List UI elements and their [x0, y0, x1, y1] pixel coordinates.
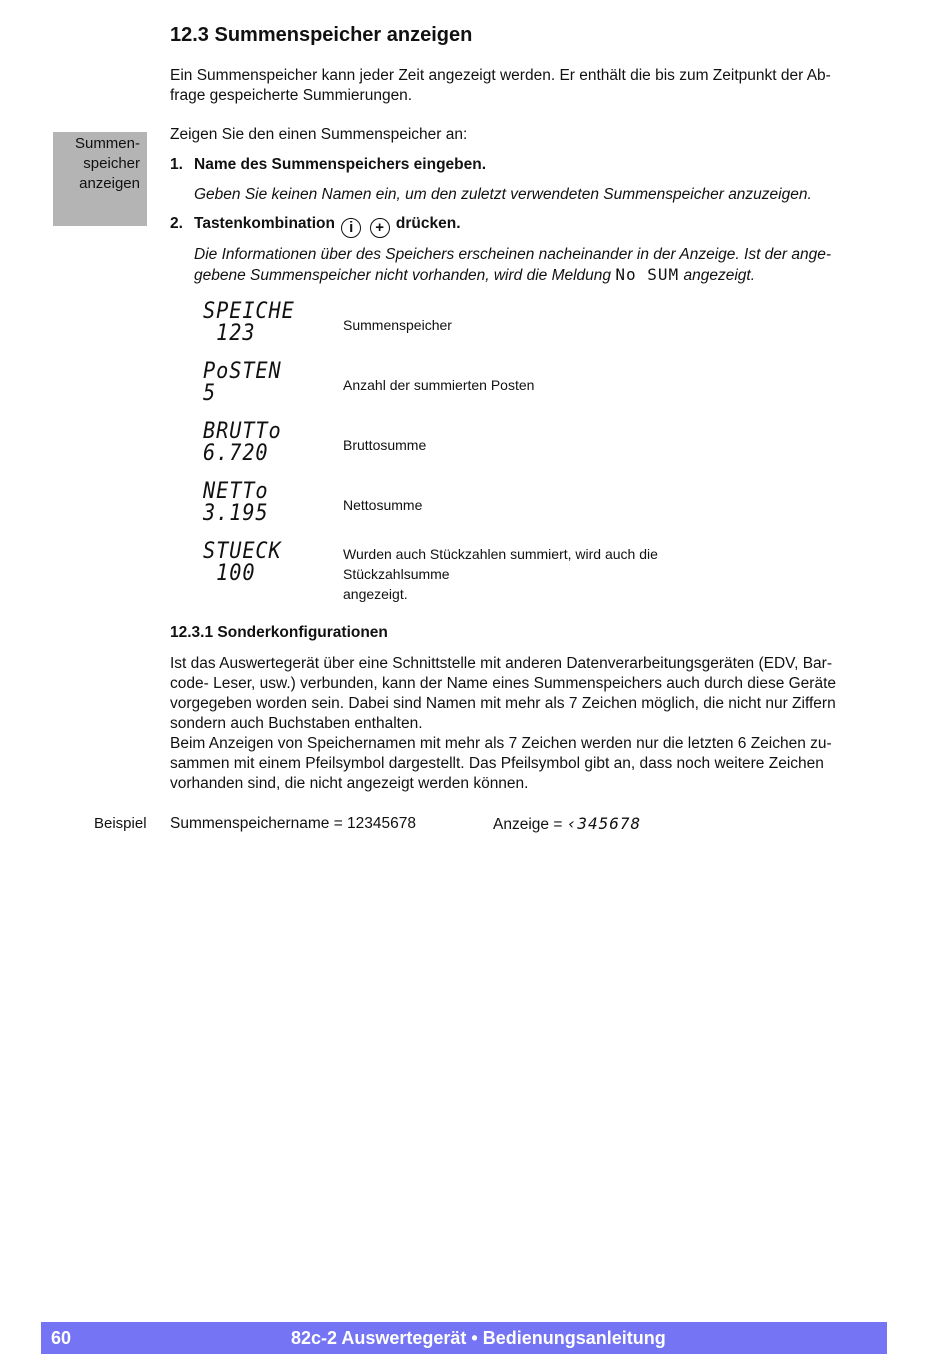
example-display-label: Anzeige =	[493, 816, 563, 833]
display-line: STUECK	[203, 539, 282, 564]
footer-title: 82c-2 Auswertegerät • Bedienungsanleitung	[291, 1328, 666, 1348]
margin-label-box	[53, 132, 147, 226]
step-text: Tastenkombination	[194, 215, 335, 232]
step-1-note: Geben Sie keinen Namen ein, um den zuletzt verwendeten Summenspeicher anzuzeigen.	[194, 186, 812, 203]
subsection-title: 12.3.1 Sonderkonfigurationen	[170, 624, 388, 641]
description-line: Wurden auch Stückzahlen summiert, wird auch die Stückzahlsumme	[343, 546, 658, 582]
description-line: angezeigt.	[343, 586, 408, 602]
subsection-paragraph	[170, 654, 878, 794]
step-2	[170, 214, 461, 238]
display-line: 100	[203, 561, 256, 586]
paragraph-line: sondern auch Buchstaben enthalten.	[170, 715, 423, 732]
display-description: Nettosumme	[343, 497, 423, 513]
page-footer	[41, 1322, 887, 1354]
step-text: Name des Summenspeichers eingeben.	[194, 156, 487, 173]
procedure-lead: Zeigen Sie den einen Summenspeicher an:	[170, 126, 468, 143]
section-title: 12.3 Summenspeicher anzeigen	[170, 24, 473, 46]
margin-label-line: speicher	[83, 155, 140, 172]
paragraph-line: Ist das Auswertegerät über eine Schnittstelle mit anderen Datenverarbeitungsgeräten (EDV, Bar-	[170, 655, 832, 672]
display-line: 5	[203, 381, 217, 406]
note-line: angezeigt.	[683, 267, 755, 284]
example-display	[493, 814, 641, 835]
display-example	[203, 481, 333, 525]
info-key-icon: i	[341, 218, 361, 238]
step-2-note	[194, 245, 878, 286]
display-example	[203, 541, 333, 585]
display-line: PoSTEN	[203, 359, 282, 384]
page-number: 60	[51, 1328, 72, 1348]
display-example	[203, 301, 333, 345]
step-number: 2.	[170, 215, 183, 232]
display-line: 3.195	[203, 501, 269, 526]
intro-paragraph	[170, 66, 878, 106]
display-message-no-sum: No SUM	[615, 265, 680, 284]
note-line: Die Informationen über des Speichers erscheinen nacheinander in der Anzeige. Ist der ange-	[194, 246, 832, 263]
step-number: 1.	[170, 156, 183, 173]
example-label: Beispiel	[94, 815, 147, 832]
step-1	[170, 155, 486, 175]
step-text: drücken.	[395, 215, 461, 232]
paragraph-line: sammen mit einem Pfeilsymbol dargestellt. Das Pfeilsymbol gibt an, dass noch weitere Zeichen	[170, 755, 824, 772]
display-line: 123	[203, 321, 256, 346]
display-description: Summenspeicher	[343, 317, 452, 333]
display-line: BRUTTo	[203, 419, 282, 444]
example-name: Summenspeichername = 12345678	[170, 815, 417, 832]
margin-label-line: anzeigen	[79, 175, 140, 192]
example-display-value: ‹345678	[566, 814, 642, 833]
display-line: SPEICHE	[203, 299, 295, 324]
margin-label-line: Summen-	[74, 135, 140, 152]
display-description: Anzahl der summierten Posten	[343, 377, 535, 393]
plus-key-icon: +	[370, 218, 390, 238]
display-line: NETTo	[203, 479, 269, 504]
paragraph-line: code- Leser, usw.) verbunden, kann der Name eines Summenspeichers auch durch diese Geräte	[170, 675, 837, 692]
display-line: 6.720	[203, 441, 269, 466]
display-description	[343, 544, 763, 604]
display-example	[203, 361, 333, 405]
display-example	[203, 421, 333, 465]
note-line: gebene Summenspeicher nicht vorhanden, wird die Meldung	[194, 267, 612, 284]
intro-line: frage gespeicherte Summierungen.	[170, 87, 413, 104]
paragraph-line: Beim Anzeigen von Speichernamen mit mehr als 7 Zeichen werden nur die letzten 6 Zeichen zu-	[170, 735, 832, 752]
intro-line: Ein Summenspeicher kann jeder Zeit angezeigt werden. Er enthält die bis zum Zeitpunkt der Ab-	[170, 67, 831, 84]
paragraph-line: vorhanden sind, die nicht angezeigt werden können.	[170, 775, 529, 792]
display-description: Bruttosumme	[343, 437, 427, 453]
paragraph-line: vorgegeben worden sein. Dabei sind Namen mit mehr als 7 Zeichen möglich, die nicht nur Ziffern	[170, 695, 836, 712]
